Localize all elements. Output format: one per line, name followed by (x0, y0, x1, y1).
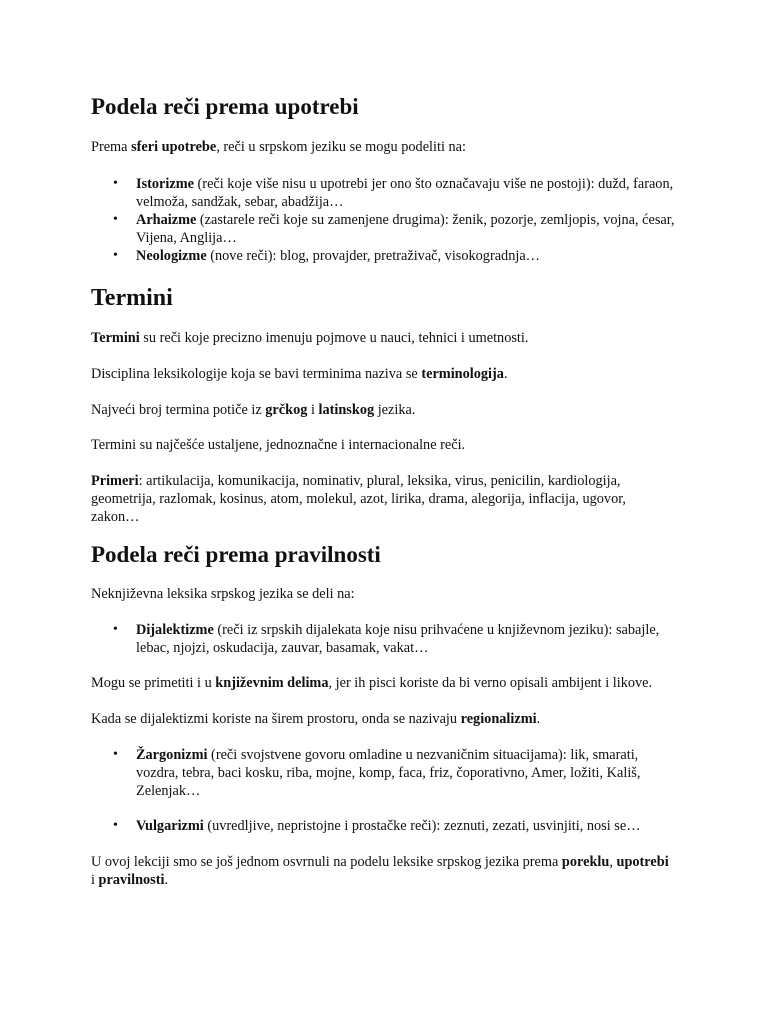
intro-pravilnost: Neknjiževna leksika srpskog jezika se deli na: (91, 586, 355, 602)
document-page (91, 92, 676, 889)
paragraph-primeri: Primeri: artikulacija, komunikacija, nominativ, plural, leksika, virus, penicilin, kardiologija, geometrija, razlomak, kosinus, atom, molekul, azot, lirika, drama, alegorija, inflacija, ugovor, zakon… (91, 473, 626, 525)
list-zargonizmi (91, 746, 676, 800)
heading-pravilnost: Podela reči prema pravilnosti (91, 542, 381, 567)
list-item-neologizme: • Neologizme (nove reči): blog, provajder, pretraživač, visokogradnja… (113, 248, 540, 264)
list-upotreba (91, 175, 676, 265)
paragraph-zakljucak: U ovoj lekciji smo se još jednom osvrnuli na podelu leksike srpskog jezika prema poreklu, upotrebi i pravilnosti. (91, 854, 669, 888)
intro-upotreba: Prema sferi upotrebe, reči u srpskom jeziku se mogu podeliti na: (91, 139, 466, 155)
paragraph-regionalizmi: Kada se dijalektizmi koriste na širem prostoru, onda se nazivaju regionalizmi. (91, 711, 541, 727)
paragraph-knjizevna-dela: Mogu se primetiti i u književnim delima, jer ih pisci koriste da bi verno opisali ambijent i likove. (91, 675, 653, 691)
list-item-istorizme: • Istorizme (reči koje više nisu u upotrebi jer ono što označavaju više ne postoji): dužd, faraon, velmoža, sandžak, sebar, abadžija… (113, 176, 674, 210)
paragraph-terminologija: Disciplina leksikologije koja se bavi terminima naziva se terminologija. (91, 366, 508, 382)
list-vulgarizmi (91, 817, 676, 835)
list-item-dijalektizme: • Dijalektizme (reči iz srpskih dijalekata koje nisu prihvaćene u književnom jeziku): sabajle, lebac, njojzi, oskudacija, zauvar, basamak, vakat… (113, 622, 660, 656)
paragraph-poreklo-termina: Najveći broj termina potiče iz grčkog i latinskog jezika. (91, 402, 416, 418)
bullet-icon: • (113, 818, 118, 833)
bullet-icon: • (113, 747, 118, 762)
bullet-icon: • (113, 248, 118, 263)
paragraph-osobine-termina: Termini su najčešće ustaljene, jednoznačne i internacionalne reči. (91, 437, 466, 453)
list-dijalektizmi (91, 621, 676, 657)
list-item-zargonizmi: • Žargonizmi (reči svojstvene govoru omladine u nezvaničnim situacijama): lik, smarati, vozdra, tebra, baci kosku, riba, mojne, komp, faca, friz, čoporativno, Amer, ložiti, Kališ, Zelenjak… (113, 747, 641, 799)
list-item-arhaizme: • Arhaizme (zastarele reči koje su zamenjene drugima): ženik, pozorje, zemljopis, vojna, ćesar, Vijena, Anglija… (113, 212, 675, 246)
bullet-icon: • (113, 176, 118, 191)
heading-upotreba: Podela reči prema upotrebi (91, 94, 359, 119)
heading-termini: Termini (91, 285, 173, 311)
bullet-icon: • (113, 622, 118, 637)
bullet-icon: • (113, 212, 118, 227)
list-item-vulgarizmi: • Vulgarizmi (uvredljive, nepristojne i prostačke reči): zeznuti, zezati, usvinjiti, nosi se… (113, 818, 641, 834)
paragraph-termini-definicija: Termini su reči koje precizno imenuju pojmove u nauci, tehnici i umetnosti. (91, 330, 529, 346)
